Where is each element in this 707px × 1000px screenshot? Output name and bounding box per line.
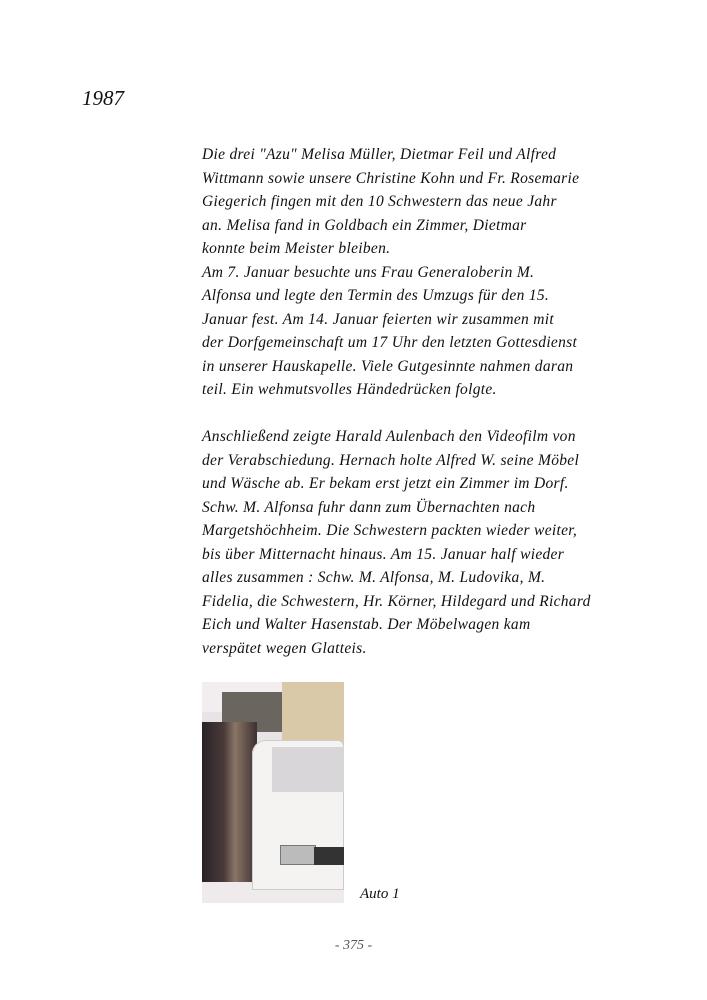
text-line: Wittmann sowie unsere Christine Kohn und Fr. Rosemarie — [202, 169, 580, 187]
text-line: Am 7. Januar besuchte uns Frau Generaloberin M. — [202, 263, 535, 281]
text-line: in unserer Hauskapelle. Viele Gutgesinnte nahmen daran — [202, 357, 574, 375]
year-heading: 1987 — [82, 86, 124, 110]
text-line: Margetshöchheim. Die Schwestern packten wieder weiter, — [202, 522, 578, 539]
text-line: verspätet wegen Glatteis. — [202, 639, 367, 657]
text-line: an. Melisa fand in Goldbach ein Zimmer, Dietmar — [202, 216, 527, 234]
text-line: Die drei "Azu" Melisa Müller, Dietmar Feil und Alfred — [202, 146, 557, 163]
photo-people — [202, 722, 257, 882]
paragraph-gap — [202, 402, 632, 426]
text-line: der Verabschiedung. Hernach holte Alfred W. seine Möbel — [202, 451, 580, 469]
text-line: bis über Mitternacht hinaus. Am 15. Januar half wieder — [202, 545, 565, 563]
body-text — [202, 143, 632, 660]
text-line: Eich und Walter Hasenstab. Der Möbelwagen kam — [202, 616, 531, 633]
text-line: Giegerich fingen mit den 10 Schwestern das neue Jahr — [202, 193, 557, 210]
text-line: konnte beim Meister bleiben. — [202, 240, 391, 257]
text-line: Fidelia, die Schwestern, Hr. Körner, Hildegard und Richard — [202, 592, 591, 610]
page-number: - 375 - — [334, 938, 373, 953]
text-line: und Wäsche ab. Er bekam erst jetzt ein Zimmer im Dorf. — [202, 475, 569, 492]
text-line: der Dorfgemeinschaft um 17 Uhr den letzten Gottesdienst — [202, 334, 578, 351]
paragraph-1 — [202, 143, 632, 402]
text-line: teil. Ein wehmutsvolles Händedrücken folgte. — [202, 381, 497, 398]
paragraph-2 — [202, 425, 632, 660]
text-line: Alfonsa und legte den Termin des Umzugs für den 15. — [202, 287, 550, 304]
text-line: Januar fest. Am 14. Januar feierten wir zusammen mit — [202, 310, 554, 328]
text-line: alles zusammen : Schw. M. Alfonsa, M. Ludovika, M. — [202, 569, 546, 586]
text-line: Anschließend zeigte Harald Aulenbach den Videofilm von — [202, 428, 576, 445]
photo-car-in-snow — [202, 682, 344, 903]
photo-caption: Auto 1 — [360, 886, 400, 902]
text-line: Schw. M. Alfonsa fuhr dann zum Übernachten nach — [202, 498, 536, 516]
